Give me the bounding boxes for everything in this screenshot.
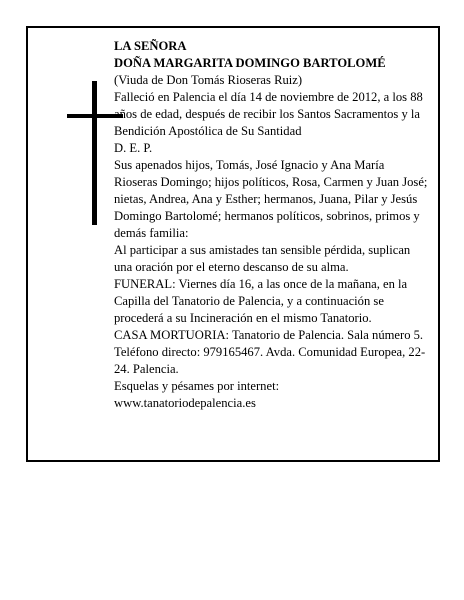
- funeral-paragraph: FUNERAL: Viernes día 16, a las once de la mañana, en la Capilla del Tanatorio de Palencia, y a continuación se procederá a su Incineración en el mismo Tanatorio.: [114, 277, 408, 325]
- cross-icon: [92, 81, 97, 225]
- family-paragraph: Sus apenados hijos, Tomás, José Ignacio y Ana María Rioseras Domingo; hijos políticos, Rosa, Carmen y Juan José; nietas, Andrea, Ana y Esther; hermanos, Juana, Pilar y Jesús Domingo Bartolomé; hermanos políticos, sobrinos, primos y demás familia:: [114, 158, 428, 240]
- notice-title: LA SEÑORA: [114, 39, 187, 53]
- death-paragraph: Falleció en Palencia el día 14 de noviembre de 2012, a los 88 años de edad, después de recibir los Santos Sacramentos y la Bendición Apostólica de Su Santidad: [114, 90, 423, 138]
- request-paragraph: Al participar a sus amistades tan sensible pérdida, suplican una oración por el eterno descanso de su alma.: [114, 243, 411, 274]
- notice-subtitle: (Viuda de Don Tomás Rioseras Ruiz): [114, 73, 303, 87]
- internet-label: Esquelas y pésames por internet:: [114, 379, 280, 393]
- deceased-name: DOÑA MARGARITA DOMINGO BARTOLOMÉ: [114, 56, 386, 70]
- website-link[interactable]: www.tanatoriodepalencia.es: [114, 396, 256, 410]
- rip-text: D. E. P.: [114, 141, 153, 155]
- obituary-text: [114, 38, 428, 412]
- mortuary-paragraph: CASA MORTUORIA: Tanatorio de Palencia. Sala número 5. Teléfono directo: 979165467. Avda. Comunidad Europea, 22-24. Palencia.: [114, 328, 426, 376]
